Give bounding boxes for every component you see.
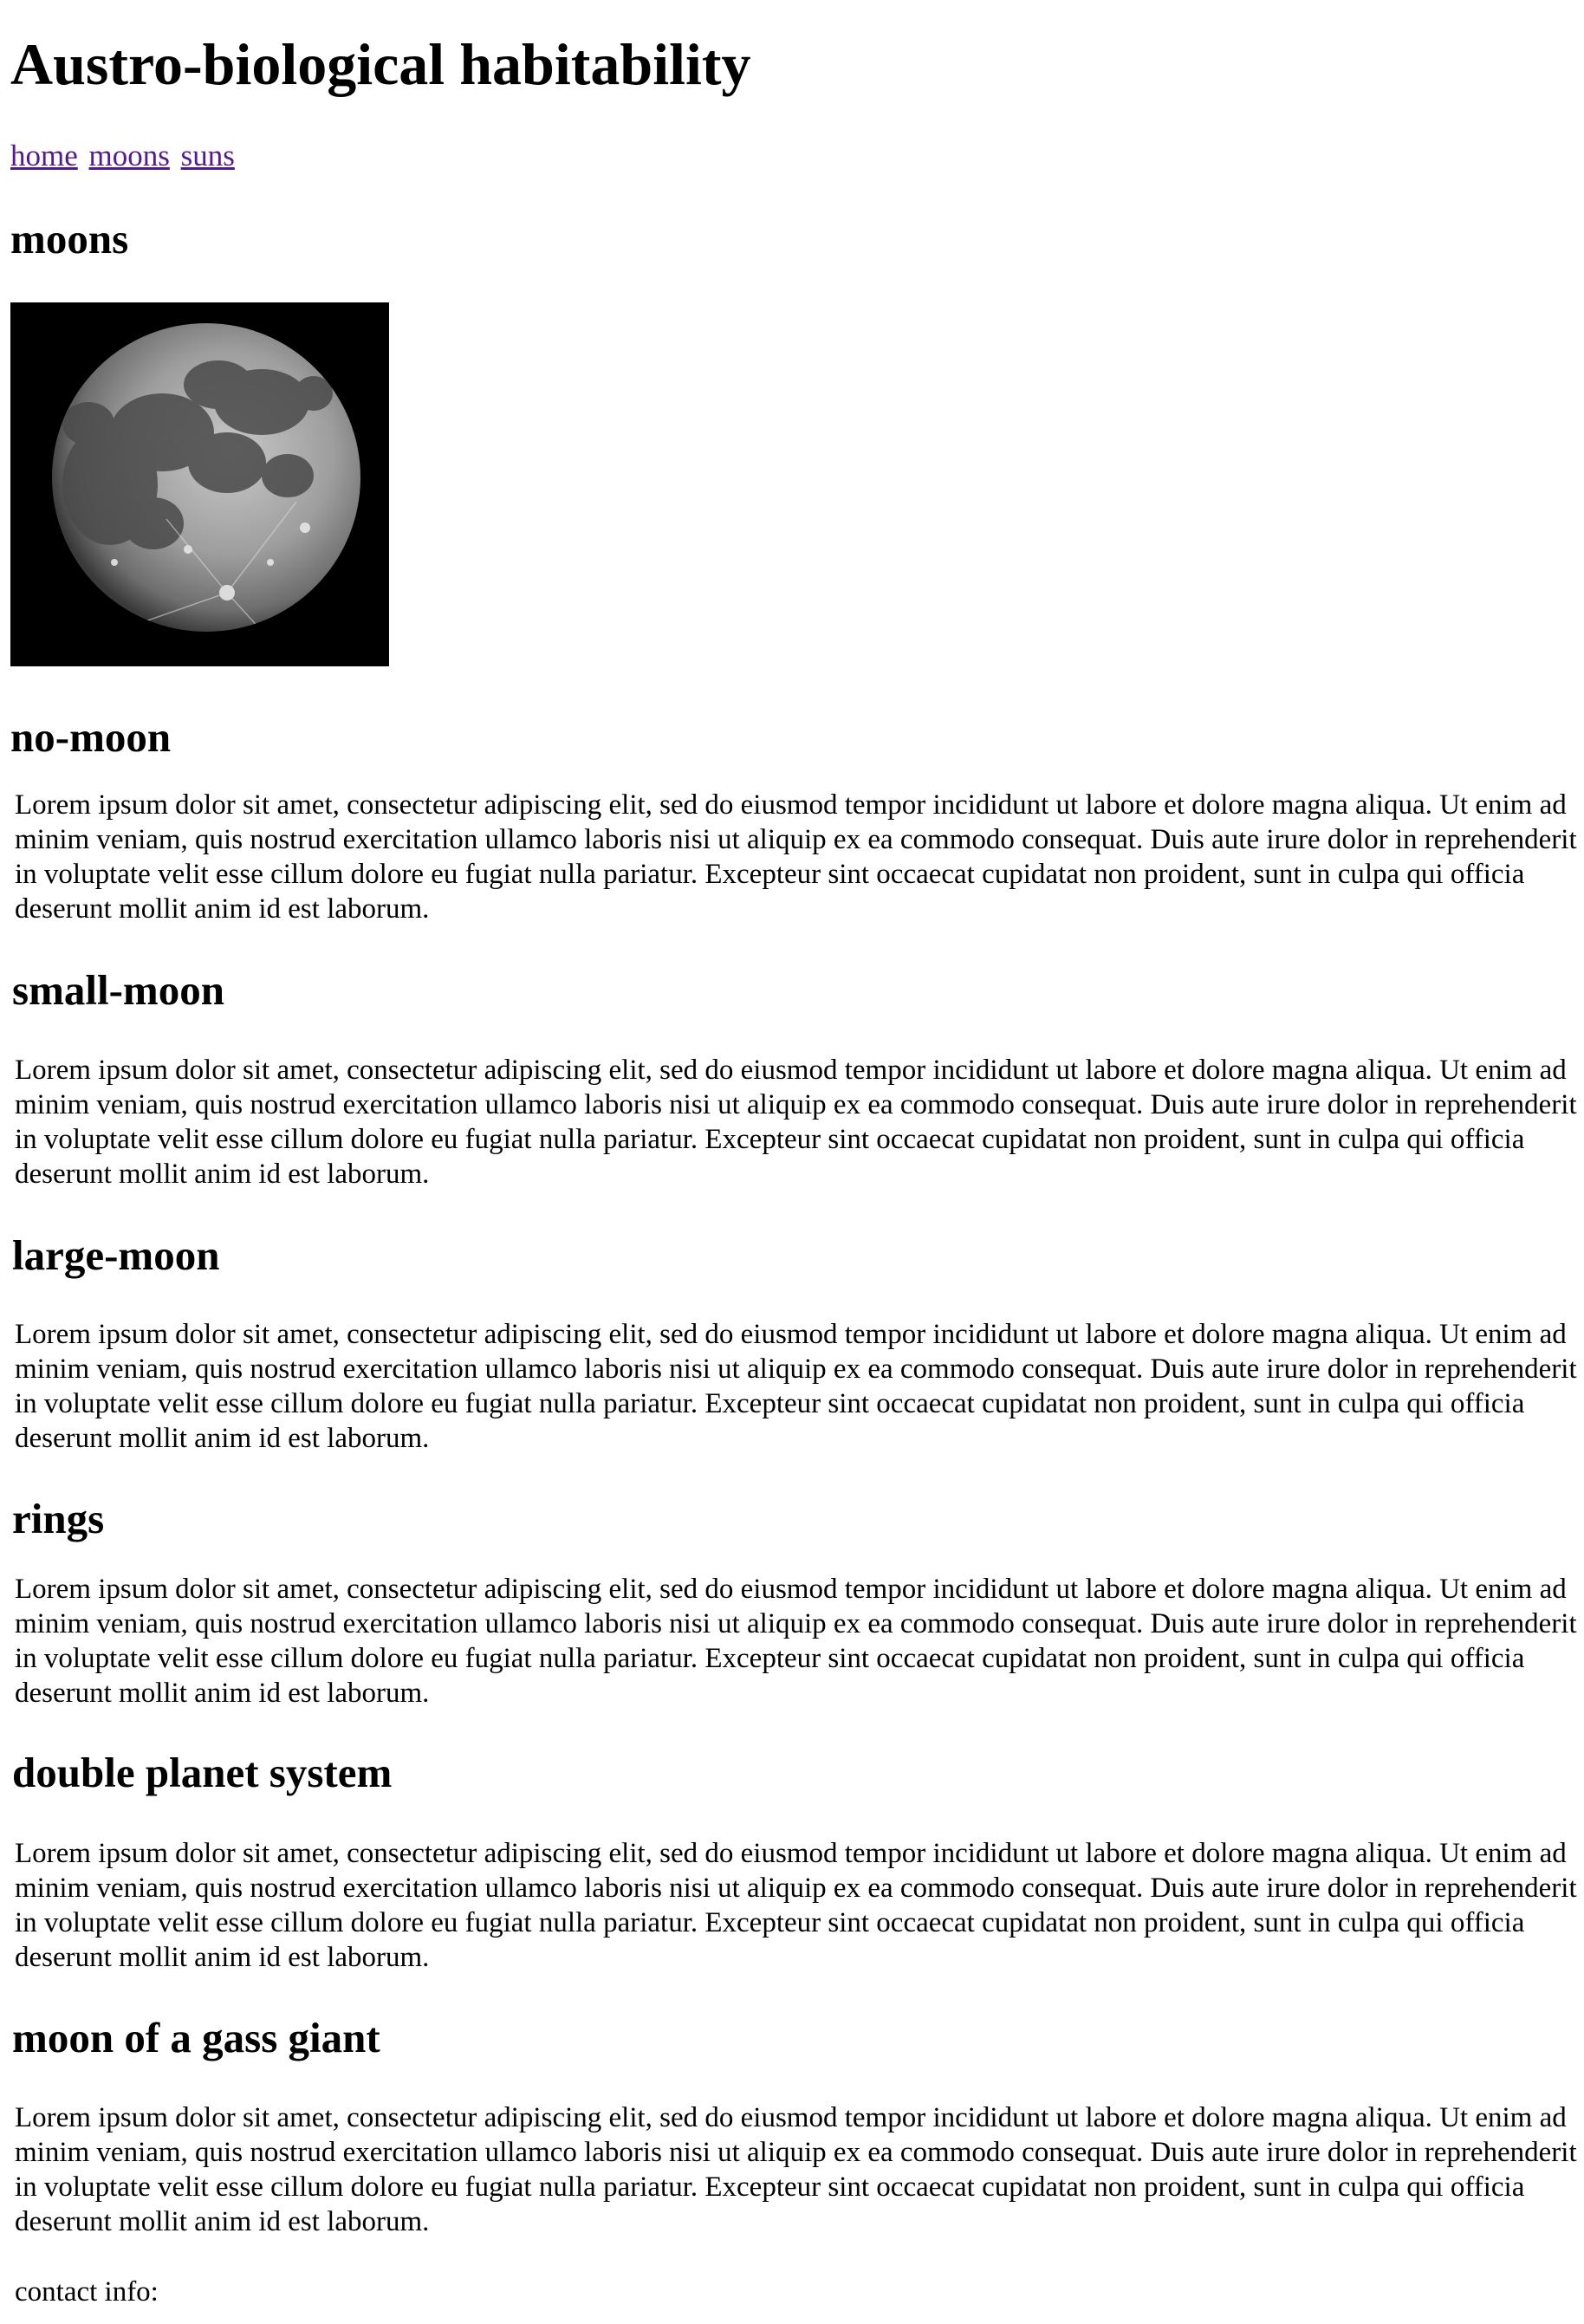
nav-link-home[interactable]: home (10, 139, 78, 172)
section-body-large-moon: Lorem ipsum dolor sit amet, consectetur adipiscing elit, sed do eiusmod tempor incididunt ut labore et dolore magna aliqua. Ut enim ad minim veniam, quis nostrud exercitation ullamco laboris nisi ut aliquip ex ea commodo consequat. Duis aute irure dolor in reprehenderit in voluptate velit esse cillum dolore eu fugiat nulla pariatur. Excepteur sint occaecat cupidatat non proident, sunt in culpa qui officia deserunt mollit anim id est laborum. (15, 1319, 1577, 1454)
section-body-rings: Lorem ipsum dolor sit amet, consectetur adipiscing elit, sed do eiusmod tempor incididunt ut labore et dolore magna aliqua. Ut enim ad minim veniam, quis nostrud exercitation ullamco laboris nisi ut aliquip ex ea commodo consequat. Duis aute irure dolor in reprehenderit in voluptate velit esse cillum dolore eu fugiat nulla pariatur. Excepteur sint occaecat cupidatat non proident, sunt in culpa qui officia deserunt mollit anim id est laborum. (15, 1574, 1577, 1709)
nav-link-suns[interactable]: suns (180, 139, 235, 172)
section-heading-small-moon: small-moon (12, 966, 224, 1014)
moon-photo (10, 302, 389, 666)
section-heading-rings: rings (12, 1495, 105, 1542)
section-body-no-moon: Lorem ipsum dolor sit amet, consectetur adipiscing elit, sed do eiusmod tempor incididunt ut labore et dolore magna aliqua. Ut enim ad minim veniam, quis nostrud exercitation ullamco laboris nisi ut aliquip ex ea commodo consequat. Duis aute irure dolor in reprehenderit in voluptate velit esse cillum dolore eu fugiat nulla pariatur. Excepteur sint occaecat cupidatat non proident, sunt in culpa qui officia deserunt mollit anim id est laborum. (15, 789, 1577, 925)
moon-image (10, 302, 389, 666)
nav-bar (10, 135, 238, 177)
nav-link-moons[interactable]: moons (88, 139, 170, 172)
site-title: Austro-biological habitability (10, 31, 751, 97)
section-heading-large-moon: large-moon (12, 1231, 220, 1279)
section-heading-double-planet-system: double planet system (12, 1749, 393, 1796)
section-heading-no-moon: no-moon (10, 713, 172, 761)
section-body-double-planet-system: Lorem ipsum dolor sit amet, consectetur adipiscing elit, sed do eiusmod tempor incididunt ut labore et dolore magna aliqua. Ut enim ad minim veniam, quis nostrud exercitation ullamco laboris nisi ut aliquip ex ea commodo consequat. Duis aute irure dolor in reprehenderit in voluptate velit esse cillum dolore eu fugiat nulla pariatur. Excepteur sint occaecat cupidatat non proident, sunt in culpa qui officia deserunt mollit anim id est laborum. (15, 1838, 1577, 1973)
section-heading-moon-of-a-gass-giant: moon of a gass giant (12, 2014, 380, 2061)
page-heading: moons (10, 215, 129, 263)
section-body-small-moon: Lorem ipsum dolor sit amet, consectetur adipiscing elit, sed do eiusmod tempor incididunt ut labore et dolore magna aliqua. Ut enim ad minim veniam, quis nostrud exercitation ullamco laboris nisi ut aliquip ex ea commodo consequat. Duis aute irure dolor in reprehenderit in voluptate velit esse cillum dolore eu fugiat nulla pariatur. Excepteur sint occaecat cupidatat non proident, sunt in culpa qui officia deserunt mollit anim id est laborum. (15, 1055, 1577, 1190)
section-body-moon-of-a-gass-giant: Lorem ipsum dolor sit amet, consectetur adipiscing elit, sed do eiusmod tempor incididunt ut labore et dolore magna aliqua. Ut enim ad minim veniam, quis nostrud exercitation ullamco laboris nisi ut aliquip ex ea commodo consequat. Duis aute irure dolor in reprehenderit in voluptate velit esse cillum dolore eu fugiat nulla pariatur. Excepteur sint occaecat cupidatat non proident, sunt in culpa qui officia deserunt mollit anim id est laborum. (15, 2102, 1577, 2237)
contact-info-label: contact info: (15, 2276, 159, 2308)
